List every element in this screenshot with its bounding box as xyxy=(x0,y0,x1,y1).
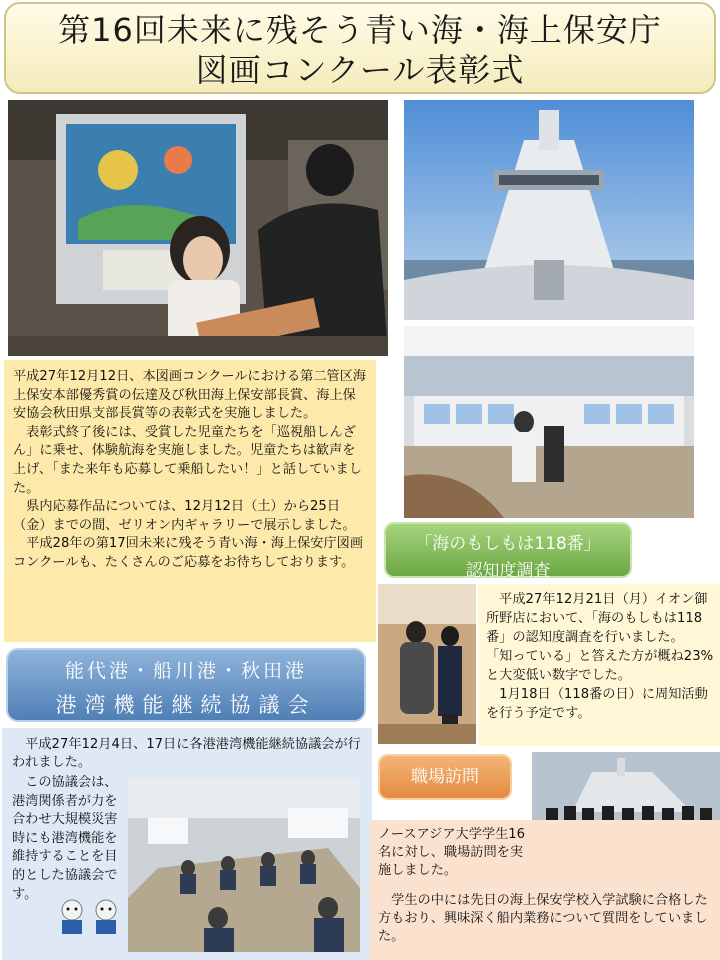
meeting-photo xyxy=(128,778,360,952)
survey-text-box xyxy=(478,584,720,746)
survey-paragraph: 「知っている」と答えた方が概ね23%と大変低い数字でした。 xyxy=(486,649,714,683)
port-intro: 平成27年12月4日、17日に各港港湾機能継続協議会が行われました。 xyxy=(12,737,361,770)
survey-paragraph: 平成27年12月21日（月）イオン御所野店において、「海のもしもは118番」の認知度調査を行いました。 xyxy=(486,592,708,645)
workplace-text-box xyxy=(370,820,720,960)
title-banner xyxy=(4,2,716,94)
survey-paragraph: 1月18日（118番の日）に周知活動を行う予定です。 xyxy=(486,687,708,721)
workplace-intro: ノースアジア大学学生16名に対し、職場訪問を実施しました。 xyxy=(378,827,526,878)
survey-heading xyxy=(384,522,632,581)
survey-heading-line2: 認知度調査 xyxy=(465,561,551,581)
port-heading-line2: 港湾機能継続協議会 xyxy=(55,693,317,717)
gallery-photo xyxy=(404,326,694,518)
ceremony-text-box xyxy=(4,360,376,642)
mascot-illustration xyxy=(56,898,122,938)
port-council-heading xyxy=(6,648,366,722)
page-title-line2: 図画コンクール表彰式 xyxy=(195,51,525,89)
ceremony-paragraph: 平成27年12月12日、本図画コンクールにおける第二管区海上保安本部優秀賞の伝達及び秋田海上保安部長賞、海上保安協会秋田県支部長賞等の表彰式を実施しました。 xyxy=(13,369,367,422)
ceremony-photo xyxy=(8,100,388,356)
workplace-body: 学生の中には先日の海上保安学校入学試験に合格した方もおり、興味深く船内業務について質問をしていました。 xyxy=(378,893,708,944)
ceremony-paragraph: 表彰式終了後には、受賞した児童たちを「巡視船しんざん」に乗せ、体験航海を実施しました。児童たちは歓声を上げ、「また来年も応募して乗船したい！」と話していました。 xyxy=(13,424,362,496)
ceremony-paragraph: 平成28年の第17回未来に残そう青い海・海上保安庁図画コンクールも、たくさんのご応募をお待ちしております。 xyxy=(13,536,364,570)
page-title-line1: 第16回未来に残そう青い海・海上保安庁 xyxy=(58,11,662,49)
port-heading-line1: 能代港・船川港・秋田港 xyxy=(64,660,307,682)
survey-heading-line1: 「海のもしもは118番」 xyxy=(415,534,601,554)
port-body: この協議会は、港湾関係者が力を合わせ大規模災害時にも港湾機能を維持することを目的とした協議会です。 xyxy=(12,775,118,902)
ceremony-paragraph: 県内応募作品については、12月12日（土）から25日（金）までの間、ゼリオン内ギャラリーで展示しました。 xyxy=(13,499,356,533)
ship-deck-photo xyxy=(404,100,694,320)
survey-photo xyxy=(378,584,476,744)
workplace-visit-heading: 職場訪問 xyxy=(378,754,512,800)
